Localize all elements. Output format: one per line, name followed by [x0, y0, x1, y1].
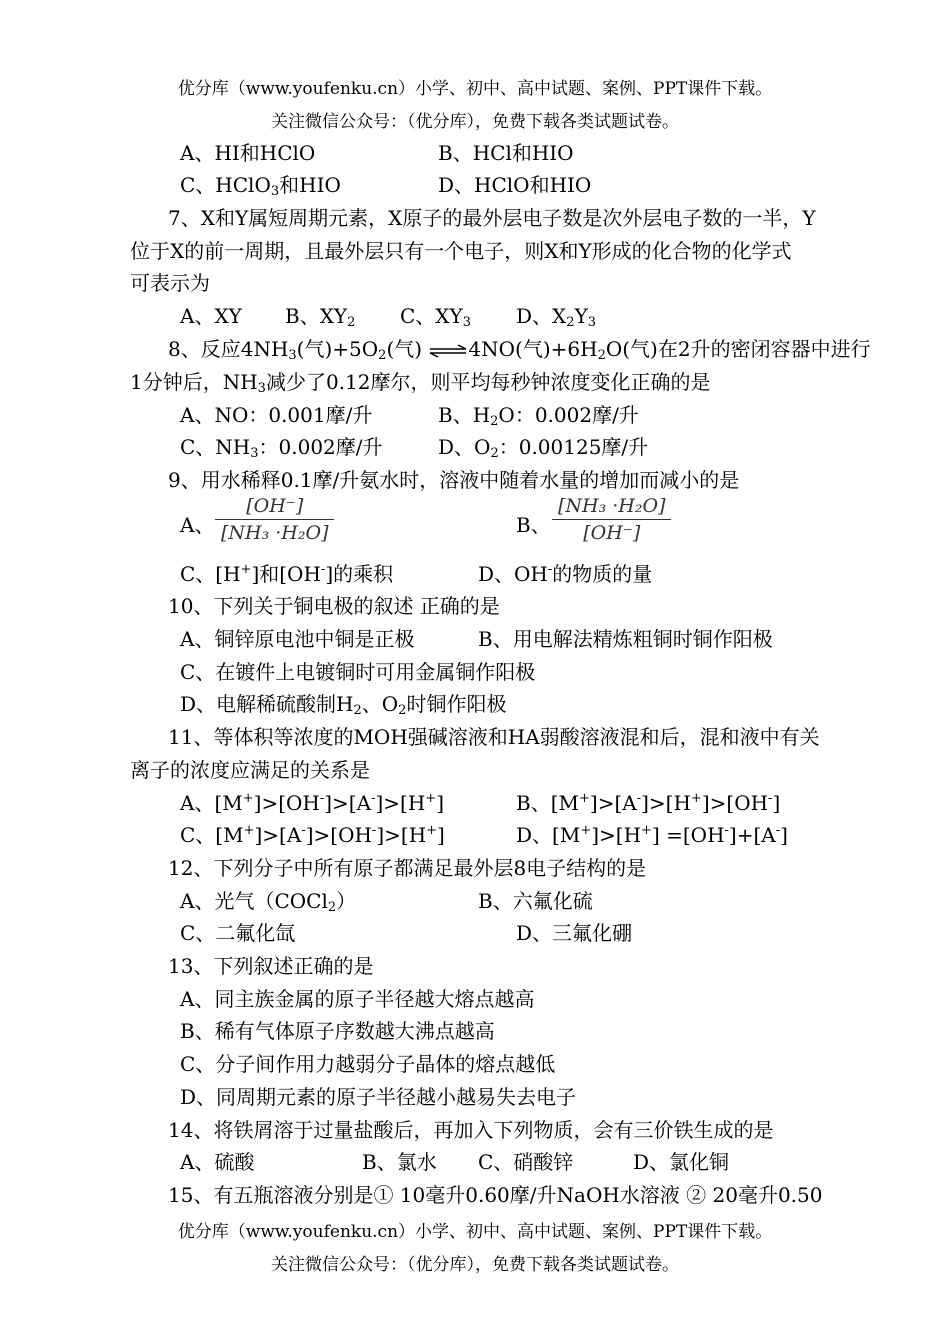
q14-stem: 14、将铁屑溶于过量盐酸后，再加入下列物质，会有三价铁生成的是 [168, 1118, 774, 1142]
q9-option-c: C、[H+]和[OH-]的乘积 [180, 562, 394, 586]
q13-option-d: D、同周期元素的原子半径越小越易失去电子 [180, 1085, 577, 1109]
q11-option-d: D、[M+]>[H+] =[OH-]+[A-] [516, 823, 788, 847]
q11-stem-line-1: 11、等体积等浓度的MOH强碱溶液和HA弱酸溶液混和后，混和液中有关 [168, 725, 820, 749]
q8-option-d: D、$O_2$：0.00125摩/升 [438, 435, 649, 461]
q13-option-c: C、分子间作用力越弱分子晶体的熔点越低 [180, 1052, 556, 1076]
q14-option-d: D、氯化铜 [633, 1150, 730, 1174]
q9-stem: 9、用水稀释0.1摩/升氨水时，溶液中随着水量的增加而减小的是 [168, 468, 740, 492]
q9-option-d: D、OH-的物质的量 [478, 562, 653, 586]
q7-option-c: C、$XY_3$ [400, 304, 472, 330]
q14-option-b: B、氯水 [362, 1150, 437, 1174]
q14-option-a: A、硫酸 [180, 1150, 255, 1174]
q12-option-c: C、二氟化氙 [180, 921, 296, 945]
q11-option-c: C、[M+]>[A-]>[OH-]>[H+] [180, 823, 445, 847]
q11-stem-line-2: 离子的浓度应满足的关系是 [130, 758, 370, 782]
q9-b-numerator: [NH₃ ·H₂O] [558, 495, 666, 517]
q7-stem-line-2: 位于X的前一周期，且最外层只有一个电子，则X和Y形成的化合物的化学式 [130, 239, 792, 263]
q9-option-b-fraction [552, 494, 671, 545]
footer-line-1: 优分库（www.youfenku.cn）小学、初中、高中试题、案例、PPT课件下载。 [177, 1222, 773, 1242]
q9-b-denominator: [OH⁻] [583, 522, 641, 544]
q6-option-b: B、HCl和HIO [438, 141, 574, 165]
q9-a-denominator: [NH₃ ·H₂O] [221, 522, 329, 544]
q12-option-a: A、光气（COCl$_2$） [180, 889, 357, 915]
q10-option-d: D、电解稀硫酸制$H_2$、$O_2$时铜作阳极 [180, 692, 507, 718]
q9-option-a-fraction [215, 494, 334, 545]
footer-line-2: 关注微信公众号：（优分库），免费下载各类试题试卷。 [271, 1255, 679, 1275]
q8-option-a: A、NO：0.001摩/升 [180, 403, 373, 427]
q15-stem-line-1: 15、有五瓶溶液分别是① 10毫升0.60摩/升NaOH水溶液 ② 20毫升0.50 [168, 1183, 823, 1207]
q6-option-c: C、HClO$_3$和HIO [180, 173, 341, 199]
q13-option-a: A、同主族金属的原子半径越大熔点越高 [180, 987, 535, 1011]
header-line-2: 关注微信公众号：（优分库），免费下载各类试题试卷。 [271, 112, 679, 132]
q6-option-d: D、HClO和HIO [438, 173, 592, 197]
q7-option-d: D、$X_2Y_3$ [516, 304, 597, 330]
q11-option-b: B、[M+]>[A-]>[H+]>[OH-] [516, 791, 781, 815]
q7-option-b: B、$XY_2$ [285, 304, 356, 330]
q8-stem-line-2: 1分钟后，$NH_3$减少了0.12摩尔，则平均每秒钟浓度变化正确的是 [130, 370, 711, 396]
q12-stem: 12、下列分子中所有原子都满足最外层8电子结构的是 [168, 856, 647, 880]
q12-option-b: B、六氟化硫 [478, 889, 593, 913]
equilibrium-arrow-icon [428, 344, 468, 358]
q9-option-b-label: B、 [516, 513, 551, 537]
q6-option-a: A、HI和HClO [180, 141, 316, 165]
q9-option-a-label: A、 [180, 513, 215, 537]
q7-stem-line-1: 7、X和Y属短周期元素，X原子的最外层电子数是次外层电子数的一半，Y [168, 206, 816, 230]
q10-option-c: C、在镀件上电镀铜时可用金属铜作阳极 [180, 660, 536, 684]
q8-option-b: B、$H_2O$：0.002摩/升 [438, 403, 639, 429]
q11-option-a: A、[M+]>[OH-]>[A-]>[H+] [180, 791, 444, 815]
q10-option-a: A、铜锌原电池中铜是正极 [180, 627, 415, 651]
q13-stem: 13、下列叙述正确的是 [168, 954, 374, 978]
q7-option-a: A、XY [180, 304, 242, 328]
header-line-1: 优分库（www.youfenku.cn）小学、初中、高中试题、案例、PPT课件下载。 [177, 79, 773, 99]
q8-stem-line-1: 8、反应$4NH_3$(气)$+5O_2$(气) 4NO(气)$+6H_2O$(气)在2升的密闭容器中进行 [168, 337, 871, 363]
q12-option-d: D、三氟化硼 [516, 921, 633, 945]
q14-option-c: C、硝酸锌 [478, 1150, 574, 1174]
q8-option-c: C、$NH_3$：0.002摩/升 [180, 435, 383, 461]
q10-option-b: B、用电解法精炼粗铜时铜作阳极 [478, 627, 773, 651]
q9-a-numerator: [OH⁻] [246, 495, 304, 517]
q13-option-b: B、稀有气体原子序数越大沸点越高 [180, 1019, 495, 1043]
q10-stem: 10、下列关于铜电极的叙述 正确的是 [168, 594, 500, 618]
q7-stem-line-3: 可表示为 [130, 271, 210, 295]
